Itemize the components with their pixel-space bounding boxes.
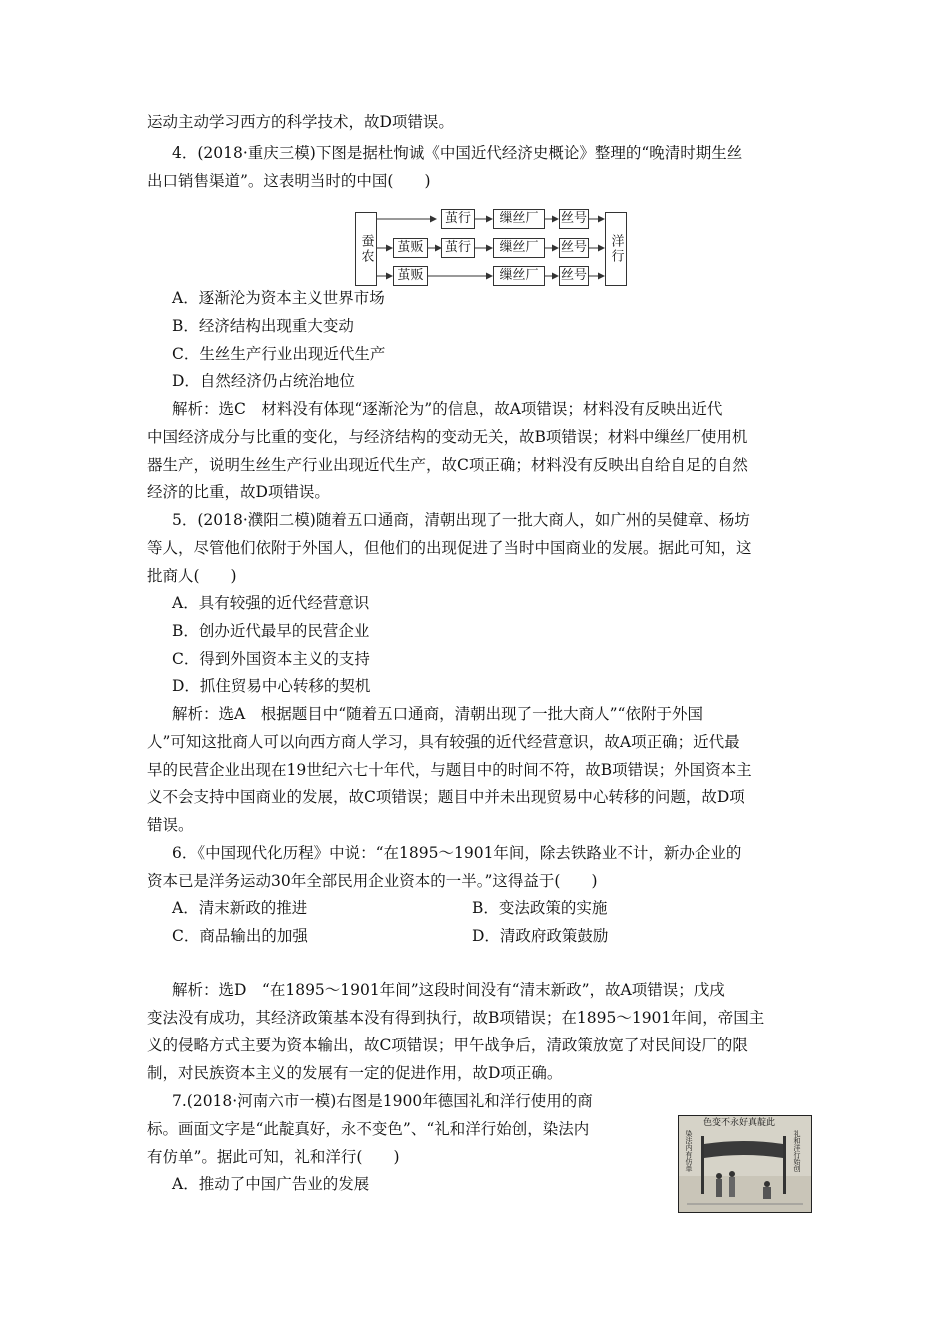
text-line: A．推动了中国广告业的发展 <box>172 1175 370 1193</box>
text-line: 经济的比重，故D项错误。 <box>147 483 330 501</box>
liheyanghang-trademark-image <box>678 1115 812 1213</box>
text-line: C．商品输出的加强 <box>172 927 308 945</box>
diagram-box: 茧贩 <box>393 238 428 258</box>
text-line: 人”可知这批商人可以向西方商人学习，具有较强的近代经营意识，故A项正确；近代最 <box>147 733 740 751</box>
diagram-box: 缫丝厂 <box>493 238 545 258</box>
text-line: 出口销售渠道”。这表明当时的中国( ) <box>147 172 431 190</box>
text-line: B．经济结构出现重大变动 <box>172 317 354 335</box>
diagram-box: 茧贩 <box>393 266 428 286</box>
diagram-label-silkworm-farmer: 蚕农 <box>355 212 377 286</box>
text-line: 标。画面文字是“此靛真好，永不变色”、“礼和洋行始创，染法内 <box>147 1120 590 1138</box>
text-line: D．清政府政策鼓励 <box>472 927 609 945</box>
text-line: B．变法政策的实施 <box>472 899 608 917</box>
text-line: 错误。 <box>147 816 194 834</box>
text-line: 解析：选A 根据题目中“随着五口通商，清朝出现了一批大商人”“依附于外国 <box>172 705 703 723</box>
text-line: 6．《中国现代化历程》中说：“在1895～1901年间，除去铁路业不计，新办企业的 <box>172 844 742 862</box>
text-line: 4．(2018·重庆三模)下图是据杜恂诚《中国近代经济史概论》整理的“晚清时期生丝 <box>172 144 743 162</box>
text-line: 义不会支持中国商业的发展，故C项错误；题目中并未出现贸易中心转移的问题，故D项 <box>147 788 745 806</box>
text-line: A．具有较强的近代经营意识 <box>172 594 370 612</box>
diagram-box: 缫丝厂 <box>493 209 545 229</box>
diagram-box: 茧行 <box>441 209 475 229</box>
text-line: 5．(2018·濮阳二模)随着五口通商，清朝出现了一批大商人，如广州的吴健章、杨坊 <box>172 511 750 529</box>
text-line: D．自然经济仍占统治地位 <box>172 372 355 390</box>
trademark-right-text: 礼和洋行始创 <box>793 1130 801 1172</box>
trademark-banner-text: 色变不永好真靛此 <box>703 1118 776 1128</box>
text-line: 中国经济成分与比重的变化，与经济结构的变动无关，故B项错误；材料中缫丝厂使用机 <box>147 428 748 446</box>
text-line: 批商人( ) <box>147 567 237 585</box>
text-line: B．创办近代最早的民营企业 <box>172 622 370 640</box>
trademark-illustration <box>679 1116 811 1212</box>
text-line: 资本已是洋务运动30年全部民用企业资本的一半。”这得益于( ) <box>147 872 598 890</box>
text-line: 早的民营企业出现在19世纪六七十年代，与题目中的时间不符，故B项错误；外国资本主 <box>147 761 752 779</box>
text-line: 器生产，说明生丝生产行业出现近代生产，故C项正确；材料没有反映出自给自足的自然 <box>147 456 748 474</box>
diagram-box: 茧行 <box>441 238 475 258</box>
diagram-label-foreign-firm: 洋行 <box>605 212 627 286</box>
text-line: 解析：选C 材料没有体现“逐渐沦为”的信息，故A项错误；材料没有反映出近代 <box>172 400 723 418</box>
text-line: 制，对民族资本主义的发展有一定的促进作用，故D项正确。 <box>147 1064 563 1082</box>
diagram-box: 缫丝厂 <box>493 266 545 286</box>
text-line: 义的侵略方式主要为资本输出，故C项错误；甲午战争后，清政策放宽了对民间设厂的限 <box>147 1036 748 1054</box>
diagram-box: 丝号 <box>559 238 589 258</box>
text-line: 解析：选D “在1895～1901年间”这段时间没有“清末新政”，故A项错误；戊戌 <box>172 981 725 999</box>
text-line: 7.(2018·河南六市一模)右图是1900年德国礼和洋行使用的商 <box>172 1092 593 1110</box>
text-line: A．逐渐沦为资本主义世界市场 <box>172 289 385 307</box>
text-line: 等人，尽管他们依附于外国人，但他们的出现促进了当时中国商业的发展。据此可知，这 <box>147 539 752 557</box>
text-line: A．清末新政的推进 <box>172 899 308 917</box>
text-line: C．生丝生产行业出现近代生产 <box>172 345 386 363</box>
text-line: C．得到外国资本主义的支持 <box>172 650 370 668</box>
trademark-left-text: 染法内有仿单 <box>685 1130 693 1172</box>
diagram-box: 丝号 <box>559 266 589 286</box>
text-line: 变法没有成功，其经济政策基本没有得到执行，故B项错误；在1895～1901年间，帝国主 <box>147 1009 765 1027</box>
text-line: 运动主动学习西方的科学技术，故D项错误。 <box>147 113 454 131</box>
silk-export-channel-diagram <box>355 208 627 290</box>
text-line: 有仿单”。据此可知，礼和洋行( ) <box>147 1148 400 1166</box>
diagram-box: 丝号 <box>559 209 589 229</box>
text-line: D．抓住贸易中心转移的契机 <box>172 677 371 695</box>
